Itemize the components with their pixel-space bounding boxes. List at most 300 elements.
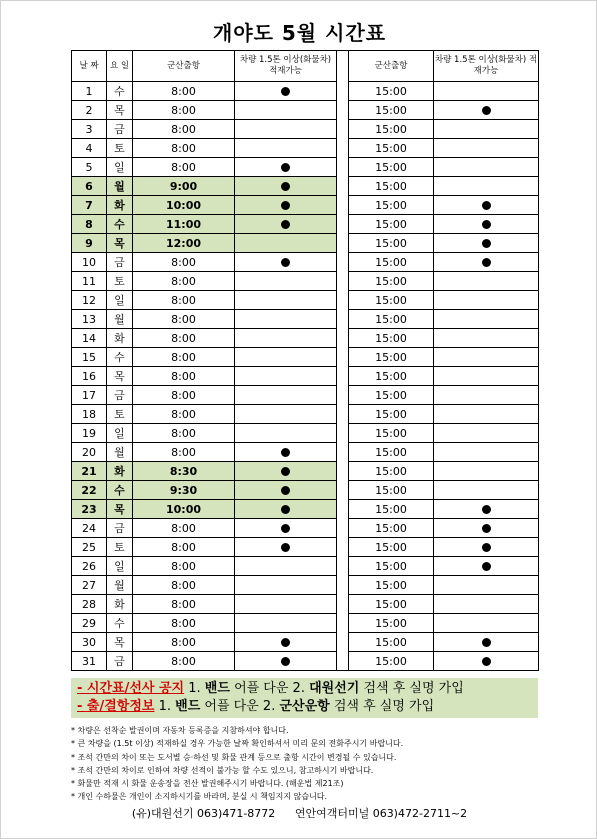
vehicle-dot-icon — [482, 258, 491, 267]
cell-weekday: 월 — [107, 177, 133, 196]
notice-1-app: 밴드 — [204, 681, 230, 696]
cell-weekday: 수 — [107, 614, 133, 633]
cell-vehicle-1 — [235, 538, 337, 557]
cell-depart-2: 15:00 — [349, 614, 434, 633]
cell-date: 24 — [72, 519, 107, 538]
cell-depart-2: 15:00 — [349, 652, 434, 671]
cell-vehicle-1 — [235, 443, 337, 462]
cell-vehicle-2 — [434, 633, 539, 652]
column-gap — [337, 405, 349, 424]
cell-depart-1: 8:00 — [133, 424, 235, 443]
note-item: * 화물만 적재 시 화물 운송장을 전산 발권해주시기 바랍니다. (해운법 제21조) — [71, 779, 344, 789]
vehicle-dot-icon — [281, 638, 290, 647]
cell-vehicle-1 — [235, 329, 337, 348]
cell-date: 31 — [72, 652, 107, 671]
vehicle-dot-icon — [281, 486, 290, 495]
table-row — [72, 348, 539, 367]
cell-vehicle-2 — [434, 253, 539, 272]
cell-depart-2: 15:00 — [349, 538, 434, 557]
cell-vehicle-1 — [235, 386, 337, 405]
cell-weekday: 금 — [107, 120, 133, 139]
cell-vehicle-1 — [235, 595, 337, 614]
cell-depart-1: 8:00 — [133, 120, 235, 139]
column-gap — [337, 519, 349, 538]
cell-vehicle-1 — [235, 177, 337, 196]
cell-date: 21 — [72, 462, 107, 481]
table-row — [72, 462, 539, 481]
cell-date: 13 — [72, 310, 107, 329]
cell-date: 9 — [72, 234, 107, 253]
note-item: * 조석 간만의 차이 또는 도서별 승·하선 및 화물 관계 등으로 출항 시간이 변경될 수 있습니다. — [71, 752, 397, 762]
cell-depart-1: 8:00 — [133, 348, 235, 367]
cell-vehicle-2 — [434, 557, 539, 576]
notice-1-tail: 검색 후 실명 가입 — [363, 681, 464, 696]
cell-depart-1: 8:00 — [133, 310, 235, 329]
cell-date: 19 — [72, 424, 107, 443]
cell-date: 22 — [72, 481, 107, 500]
cell-vehicle-1 — [235, 576, 337, 595]
column-gap — [337, 424, 349, 443]
cell-depart-1: 8:00 — [133, 253, 235, 272]
cell-depart-2: 15:00 — [349, 139, 434, 158]
vehicle-dot-icon — [281, 448, 290, 457]
cell-depart-1: 8:00 — [133, 291, 235, 310]
notice-2-mid: 어플 다운 2. — [204, 699, 276, 714]
table-row — [72, 253, 539, 272]
column-gap — [337, 462, 349, 481]
cell-vehicle-1 — [235, 652, 337, 671]
cell-vehicle-1 — [235, 614, 337, 633]
column-gap — [337, 272, 349, 291]
table-row — [72, 367, 539, 386]
cell-date: 3 — [72, 120, 107, 139]
vehicle-dot-icon — [482, 524, 491, 533]
cell-depart-2: 15:00 — [349, 329, 434, 348]
notice-2-title: - 출/결항정보 — [77, 699, 155, 714]
notice-1-num: 1. — [188, 681, 201, 696]
table-row — [72, 633, 539, 652]
table-row — [72, 310, 539, 329]
cell-depart-1: 8:00 — [133, 405, 235, 424]
contact-daewon: (유)대원선기 063)471-8772 — [131, 807, 276, 820]
cell-vehicle-2 — [434, 481, 539, 500]
column-gap — [337, 82, 349, 101]
cell-depart-1: 8:00 — [133, 367, 235, 386]
cell-date: 28 — [72, 595, 107, 614]
cell-date: 7 — [72, 196, 107, 215]
cell-date: 23 — [72, 500, 107, 519]
notice-2-num: 1. — [158, 699, 172, 714]
cell-weekday: 화 — [107, 196, 133, 215]
cell-depart-2: 15:00 — [349, 158, 434, 177]
contact-terminal: 연안여객터미널 063)472-2711~2 — [294, 807, 468, 820]
column-gap — [337, 120, 349, 139]
cell-depart-2: 15:00 — [349, 443, 434, 462]
cell-date: 27 — [72, 576, 107, 595]
cell-date: 17 — [72, 386, 107, 405]
cell-depart-1: 8:00 — [133, 101, 235, 120]
cell-depart-1: 8:00 — [133, 576, 235, 595]
cell-vehicle-1 — [235, 462, 337, 481]
cell-date: 18 — [72, 405, 107, 424]
vehicle-dot-icon — [482, 505, 491, 514]
vehicle-dot-icon — [281, 163, 290, 172]
cell-weekday: 토 — [107, 538, 133, 557]
note-item: * 개인 수하물은 개인이 소지하시기를 바라며, 분실 시 책임지지 않습니다. — [71, 792, 328, 802]
cell-depart-2: 15:00 — [349, 348, 434, 367]
cell-vehicle-2 — [434, 177, 539, 196]
table-row — [72, 481, 539, 500]
table-row — [72, 177, 539, 196]
cell-date: 16 — [72, 367, 107, 386]
notice-box — [71, 678, 538, 718]
column-gap — [337, 538, 349, 557]
cell-weekday: 목 — [107, 367, 133, 386]
cell-depart-1: 10:00 — [133, 500, 235, 519]
cell-vehicle-1 — [235, 310, 337, 329]
cell-vehicle-2 — [434, 234, 539, 253]
cell-vehicle-2 — [434, 500, 539, 519]
table-row — [72, 120, 539, 139]
cell-weekday: 일 — [107, 424, 133, 443]
cell-depart-2: 15:00 — [349, 272, 434, 291]
column-gap — [337, 329, 349, 348]
table-row — [72, 82, 539, 101]
cell-weekday: 목 — [107, 633, 133, 652]
table-row — [72, 101, 539, 120]
cell-depart-2: 15:00 — [349, 234, 434, 253]
cell-depart-1: 8:00 — [133, 158, 235, 177]
cell-vehicle-1 — [235, 120, 337, 139]
vehicle-dot-icon — [281, 467, 290, 476]
cell-weekday: 화 — [107, 329, 133, 348]
cell-date: 10 — [72, 253, 107, 272]
header-depart-1: 군산출항 — [133, 51, 235, 82]
cell-vehicle-1 — [235, 82, 337, 101]
cell-vehicle-2 — [434, 652, 539, 671]
cell-depart-1: 8:00 — [133, 595, 235, 614]
cell-depart-1: 10:00 — [133, 196, 235, 215]
cell-depart-1: 8:00 — [133, 386, 235, 405]
column-gap — [337, 215, 349, 234]
cell-vehicle-1 — [235, 215, 337, 234]
vehicle-dot-icon — [482, 239, 491, 248]
cell-depart-2: 15:00 — [349, 595, 434, 614]
cell-weekday: 목 — [107, 500, 133, 519]
cell-depart-2: 15:00 — [349, 481, 434, 500]
column-gap — [337, 196, 349, 215]
column-gap — [337, 51, 349, 82]
notice-2-tail: 검색 후 실명 가입 — [333, 699, 435, 714]
table-row — [72, 652, 539, 671]
cell-depart-2: 15:00 — [349, 101, 434, 120]
cell-depart-2: 15:00 — [349, 82, 434, 101]
cell-depart-2: 15:00 — [349, 215, 434, 234]
notice-1-keyword: 대원선기 — [309, 681, 360, 696]
cell-weekday: 토 — [107, 405, 133, 424]
cell-weekday: 화 — [107, 595, 133, 614]
cell-date: 30 — [72, 633, 107, 652]
column-gap — [337, 291, 349, 310]
cell-vehicle-2 — [434, 367, 539, 386]
cell-depart-2: 15:00 — [349, 120, 434, 139]
column-gap — [337, 443, 349, 462]
header-vehicle-1: 차량 1.5톤 이상(화물차) 적재가능 — [235, 51, 337, 82]
cell-depart-1: 11:00 — [133, 215, 235, 234]
cell-vehicle-2 — [434, 462, 539, 481]
table-row — [72, 614, 539, 633]
cell-vehicle-2 — [434, 272, 539, 291]
cell-depart-1: 8:00 — [133, 633, 235, 652]
cell-date: 5 — [72, 158, 107, 177]
column-gap — [337, 652, 349, 671]
table-row — [72, 500, 539, 519]
cell-weekday: 목 — [107, 101, 133, 120]
notice-1-title: - 시간표/선사 공지 — [77, 681, 185, 696]
cell-vehicle-2 — [434, 443, 539, 462]
vehicle-dot-icon — [482, 220, 491, 229]
column-gap — [337, 500, 349, 519]
cell-weekday: 금 — [107, 386, 133, 405]
column-gap — [337, 386, 349, 405]
cell-vehicle-2 — [434, 101, 539, 120]
table-row — [72, 329, 539, 348]
notes-list — [71, 724, 551, 804]
table-header-row — [72, 51, 539, 82]
cell-depart-1: 8:00 — [133, 614, 235, 633]
column-gap — [337, 576, 349, 595]
cell-weekday: 수 — [107, 215, 133, 234]
cell-weekday: 월 — [107, 443, 133, 462]
cell-date: 11 — [72, 272, 107, 291]
cell-depart-2: 15:00 — [349, 576, 434, 595]
cell-depart-1: 8:00 — [133, 652, 235, 671]
note-item: * 큰 차량을 (1.5t 이상) 적재하실 경우 가능한 날짜 확인하셔서 미리 문의 전화주시기 바랍니다. — [71, 739, 404, 749]
column-gap — [337, 139, 349, 158]
cell-depart-1: 8:00 — [133, 329, 235, 348]
cell-vehicle-2 — [434, 576, 539, 595]
notice-line-2 — [77, 698, 532, 716]
cell-vehicle-1 — [235, 405, 337, 424]
cell-depart-2: 15:00 — [349, 310, 434, 329]
cell-vehicle-1 — [235, 101, 337, 120]
column-gap — [337, 367, 349, 386]
cell-date: 25 — [72, 538, 107, 557]
cell-date: 26 — [72, 557, 107, 576]
cell-date: 2 — [72, 101, 107, 120]
cell-depart-2: 15:00 — [349, 519, 434, 538]
note-item: * 조석 간만의 차이로 인하여 차량 선적이 불가능 할 수도 있으니, 참고하시기 바랍니다. — [71, 765, 374, 775]
notice-line-1 — [77, 680, 532, 698]
header-depart-2: 군산출항 — [349, 51, 434, 82]
cell-weekday: 금 — [107, 519, 133, 538]
cell-vehicle-2 — [434, 291, 539, 310]
cell-date: 6 — [72, 177, 107, 196]
cell-vehicle-1 — [235, 367, 337, 386]
column-gap — [337, 595, 349, 614]
table-row — [72, 519, 539, 538]
cell-depart-2: 15:00 — [349, 253, 434, 272]
cell-vehicle-2 — [434, 405, 539, 424]
column-gap — [337, 310, 349, 329]
cell-weekday: 수 — [107, 348, 133, 367]
cell-weekday: 일 — [107, 158, 133, 177]
table-row — [72, 234, 539, 253]
cell-depart-2: 15:00 — [349, 500, 434, 519]
cell-date: 1 — [72, 82, 107, 101]
cell-depart-1: 8:00 — [133, 82, 235, 101]
cell-depart-2: 15:00 — [349, 367, 434, 386]
cell-depart-1: 8:00 — [133, 557, 235, 576]
column-gap — [337, 348, 349, 367]
vehicle-dot-icon — [281, 524, 290, 533]
cell-depart-2: 15:00 — [349, 424, 434, 443]
cell-vehicle-2 — [434, 614, 539, 633]
header-vehicle-2: 차량 1.5톤 이상(화물차) 적재가능 — [434, 51, 539, 82]
cell-weekday: 수 — [107, 82, 133, 101]
column-gap — [337, 158, 349, 177]
cell-depart-2: 15:00 — [349, 291, 434, 310]
cell-depart-1: 8:00 — [133, 139, 235, 158]
vehicle-dot-icon — [281, 201, 290, 210]
cell-weekday: 수 — [107, 481, 133, 500]
cell-vehicle-1 — [235, 424, 337, 443]
page-title: 개야도 5월 시간표 — [212, 21, 387, 45]
cell-weekday: 월 — [107, 310, 133, 329]
cell-weekday: 토 — [107, 272, 133, 291]
cell-depart-2: 15:00 — [349, 196, 434, 215]
cell-vehicle-2 — [434, 329, 539, 348]
cell-date: 20 — [72, 443, 107, 462]
cell-depart-2: 15:00 — [349, 557, 434, 576]
vehicle-dot-icon — [281, 657, 290, 666]
cell-weekday: 화 — [107, 462, 133, 481]
vehicle-dot-icon — [482, 543, 491, 552]
cell-vehicle-1 — [235, 500, 337, 519]
cell-depart-1: 8:00 — [133, 538, 235, 557]
cell-vehicle-1 — [235, 158, 337, 177]
cell-depart-2: 15:00 — [349, 386, 434, 405]
cell-weekday: 토 — [107, 139, 133, 158]
column-gap — [337, 234, 349, 253]
timetable-body — [72, 82, 539, 671]
cell-date: 4 — [72, 139, 107, 158]
vehicle-dot-icon — [281, 505, 290, 514]
header-date: 날 짜 — [72, 51, 107, 82]
cell-depart-1: 8:00 — [133, 519, 235, 538]
vehicle-dot-icon — [281, 543, 290, 552]
vehicle-dot-icon — [281, 182, 290, 191]
cell-vehicle-1 — [235, 139, 337, 158]
cell-vehicle-2 — [434, 424, 539, 443]
table-row — [72, 557, 539, 576]
cell-weekday: 일 — [107, 557, 133, 576]
footer-contacts — [1, 805, 597, 821]
vehicle-dot-icon — [482, 562, 491, 571]
cell-vehicle-2 — [434, 595, 539, 614]
cell-vehicle-1 — [235, 519, 337, 538]
cell-vehicle-2 — [434, 139, 539, 158]
note-item: * 차량은 선착순 발권이며 자동차 등록증을 지참하셔야 합니다. — [71, 726, 289, 735]
cell-vehicle-2 — [434, 196, 539, 215]
cell-date: 15 — [72, 348, 107, 367]
table-row — [72, 443, 539, 462]
cell-depart-1: 8:00 — [133, 443, 235, 462]
timetable — [71, 50, 539, 671]
cell-vehicle-1 — [235, 234, 337, 253]
cell-vehicle-2 — [434, 82, 539, 101]
cell-vehicle-2 — [434, 519, 539, 538]
cell-vehicle-1 — [235, 291, 337, 310]
table-row — [72, 424, 539, 443]
cell-depart-1: 9:30 — [133, 481, 235, 500]
column-gap — [337, 614, 349, 633]
vehicle-dot-icon — [482, 657, 491, 666]
cell-depart-1: 9:00 — [133, 177, 235, 196]
cell-vehicle-2 — [434, 538, 539, 557]
cell-date: 29 — [72, 614, 107, 633]
cell-depart-2: 15:00 — [349, 177, 434, 196]
cell-vehicle-2 — [434, 386, 539, 405]
table-row — [72, 272, 539, 291]
table-row — [72, 538, 539, 557]
cell-vehicle-2 — [434, 158, 539, 177]
cell-depart-2: 15:00 — [349, 462, 434, 481]
cell-vehicle-1 — [235, 272, 337, 291]
vehicle-dot-icon — [281, 258, 290, 267]
column-gap — [337, 557, 349, 576]
cell-vehicle-1 — [235, 196, 337, 215]
cell-vehicle-1 — [235, 481, 337, 500]
column-gap — [337, 481, 349, 500]
cell-vehicle-1 — [235, 253, 337, 272]
table-row — [72, 215, 539, 234]
cell-weekday: 금 — [107, 253, 133, 272]
cell-weekday: 월 — [107, 576, 133, 595]
table-row — [72, 386, 539, 405]
vehicle-dot-icon — [482, 638, 491, 647]
column-gap — [337, 633, 349, 652]
column-gap — [337, 253, 349, 272]
cell-vehicle-2 — [434, 348, 539, 367]
cell-weekday: 목 — [107, 234, 133, 253]
cell-date: 12 — [72, 291, 107, 310]
vehicle-dot-icon — [482, 106, 491, 115]
cell-depart-1: 8:00 — [133, 272, 235, 291]
table-row — [72, 158, 539, 177]
cell-vehicle-1 — [235, 348, 337, 367]
table-row — [72, 196, 539, 215]
column-gap — [337, 177, 349, 196]
cell-vehicle-2 — [434, 215, 539, 234]
cell-weekday: 금 — [107, 652, 133, 671]
table-row — [72, 139, 539, 158]
table-row — [72, 595, 539, 614]
header-weekday: 요 일 — [107, 51, 133, 82]
cell-vehicle-2 — [434, 310, 539, 329]
cell-date: 14 — [72, 329, 107, 348]
cell-weekday: 일 — [107, 291, 133, 310]
vehicle-dot-icon — [281, 220, 290, 229]
table-row — [72, 576, 539, 595]
table-row — [72, 291, 539, 310]
cell-vehicle-1 — [235, 633, 337, 652]
notice-1-mid: 어플 다운 2. — [234, 681, 305, 696]
notice-2-keyword: 군산운항 — [279, 699, 330, 714]
vehicle-dot-icon — [281, 87, 290, 96]
cell-vehicle-1 — [235, 557, 337, 576]
notice-2-app: 밴드 — [175, 699, 201, 714]
